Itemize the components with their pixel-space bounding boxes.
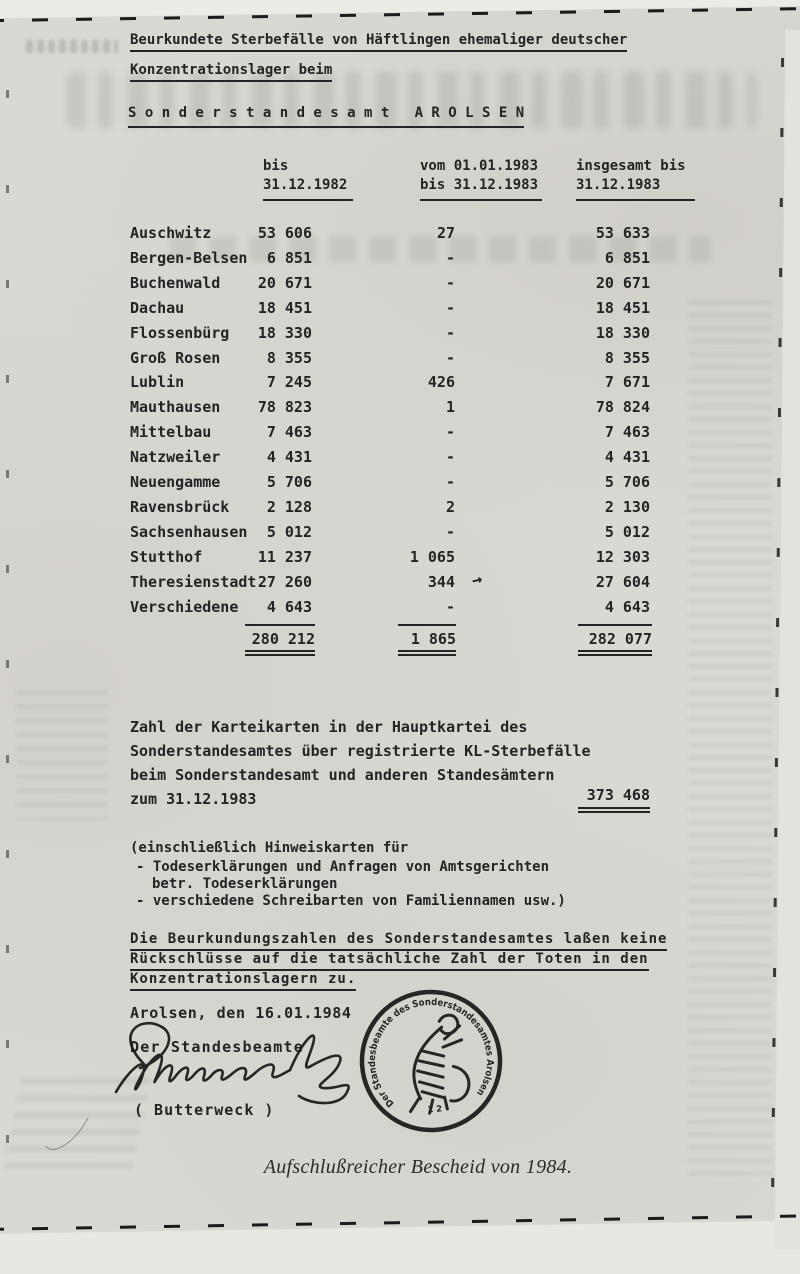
- camp-name: Theresienstadt: [130, 572, 257, 591]
- note-line3: betr. Todeserklärungen: [152, 876, 338, 892]
- camp-name: Ravensbrück: [130, 497, 230, 516]
- total-1983: 1 865: [398, 624, 456, 656]
- col-header-line: insgesamt bis: [576, 158, 686, 174]
- value-1983: -: [445, 423, 455, 442]
- value-insgesamt: 12 303: [595, 547, 650, 566]
- value-bis-1982: 53 606: [257, 224, 312, 242]
- note-line4: - verschiedene Schreibarten von Familiennamen usw.): [136, 893, 566, 909]
- table-row: [0, 568, 800, 593]
- camp-name: Mittelbau: [130, 423, 212, 442]
- table-row: [0, 349, 800, 369]
- statement-line1: Die Beurkundungszahlen des Sonderstandesamtes laßen keine: [130, 929, 667, 949]
- camp-name: Flossenbürg: [130, 323, 230, 342]
- official-stamp: [351, 981, 511, 1141]
- col-header-line: vom 01.01.1983: [420, 158, 539, 174]
- table-row: [0, 473, 800, 493]
- value-insgesamt: 18 330: [595, 323, 650, 342]
- value-bis-1982: 7 463: [266, 423, 312, 442]
- value-1983: 426: [427, 373, 455, 392]
- value-bis-1982: 20 671: [257, 273, 312, 292]
- table-row: [0, 448, 800, 468]
- kartei-line2: Sonderstandesamtes über registrierte KL-Sterbefälle: [130, 742, 591, 760]
- value-insgesamt: 5 706: [604, 473, 650, 491]
- camp-name: Stutthof: [130, 547, 203, 566]
- table-row: [0, 423, 800, 443]
- table-row: [0, 373, 800, 393]
- value-1983: 1 065: [409, 547, 455, 566]
- value-bis-1982: 18 451: [257, 298, 312, 317]
- camp-name: Verschiedene: [130, 597, 239, 616]
- camp-name: Sachsenhausen: [130, 522, 248, 541]
- col-header-line: 31.12.1983: [576, 177, 661, 193]
- value-1983: -: [445, 522, 455, 541]
- value-insgesamt: 20 671: [595, 273, 650, 292]
- place-date: Arolsen, den 16.01.1984: [130, 1004, 352, 1022]
- col-header-line: 31.12.1982: [263, 177, 348, 193]
- arrow-annotation: →: [470, 568, 485, 591]
- kartei-line3: beim Sonderstandesamt und anderen Standesämtern: [130, 766, 555, 784]
- value-bis-1982: 18 330: [257, 323, 312, 342]
- table-row: [0, 299, 800, 319]
- value-insgesamt: 7 463: [604, 423, 650, 442]
- value-1983: -: [445, 348, 455, 367]
- value-insgesamt: 27 604: [595, 572, 650, 591]
- value-insgesamt: 4 431: [604, 448, 650, 467]
- doc-title-line1: Beurkundete Sterbefälle von Häftlingen ehemaliger deutscher: [130, 30, 627, 50]
- photo-caption: Aufschlußreicher Bescheid von 1984.: [263, 1156, 573, 1178]
- col-header-line: bis: [263, 158, 289, 174]
- note-line1: (einschließlich Hinweiskarten für: [130, 840, 409, 856]
- value-1983: -: [445, 473, 455, 491]
- camp-name: Natzweiler: [130, 448, 221, 467]
- camp-name: Buchenwald: [130, 273, 221, 292]
- value-insgesamt: 4 643: [604, 597, 650, 616]
- value-1983: -: [445, 298, 455, 317]
- camp-name: Groß Rosen: [130, 348, 221, 367]
- statement-line3: Konzentrationslagern zu.: [130, 969, 356, 989]
- value-insgesamt: 8 355: [604, 348, 650, 367]
- kartei-line4: zum 31.12.1983: [130, 790, 257, 808]
- table-row: [0, 598, 800, 618]
- table-row: [0, 498, 800, 518]
- kartei-line1: Zahl der Karteikarten in der Hauptkartei des: [130, 718, 528, 736]
- value-bis-1982: 4 431: [266, 448, 312, 467]
- value-1983: -: [445, 323, 455, 342]
- value-insgesamt: 2 130: [604, 497, 650, 516]
- doc-title-office: S o n d e r s t a n d e s a m t A R O L S E N: [128, 103, 524, 123]
- camp-name: Bergen-Belsen: [130, 248, 248, 267]
- value-bis-1982: 78 823: [257, 398, 312, 417]
- value-1983: 344: [427, 572, 455, 591]
- table-row: [0, 548, 800, 568]
- value-1983: 27: [436, 224, 455, 242]
- statement-line2: Rückschlüsse auf die tatsächliche Zahl der Toten in den: [130, 949, 649, 969]
- table-row: [0, 324, 800, 344]
- total-overall: 282 077: [578, 624, 652, 656]
- value-bis-1982: 5 012: [266, 522, 312, 541]
- total-1982: 280 212: [245, 624, 315, 656]
- value-bis-1982: 5 706: [266, 473, 312, 491]
- value-1983: 2: [445, 497, 455, 516]
- signer-name: ( Butterweck ): [134, 1101, 275, 1119]
- table-row: [0, 398, 800, 418]
- value-bis-1982: 7 245: [266, 373, 312, 392]
- camp-name: Lublin: [130, 373, 185, 392]
- value-insgesamt: 53 633: [595, 224, 650, 242]
- camp-name: Auschwitz: [130, 224, 212, 242]
- table-row: [0, 523, 800, 543]
- value-1983: -: [445, 448, 455, 467]
- table-row: [0, 224, 800, 244]
- note-line2: - Todeserklärungen und Anfragen von Amtsgerichten: [136, 859, 550, 875]
- table-row: [0, 249, 800, 269]
- camp-name: Mauthausen: [130, 398, 221, 417]
- signature: [106, 1016, 396, 1112]
- kartei-total-value: 373 468: [578, 786, 650, 813]
- value-bis-1982: 6 851: [266, 248, 312, 267]
- value-1983: 1: [445, 398, 455, 417]
- doc-title-line2: Konzentrationslager beim: [130, 60, 332, 80]
- value-bis-1982: 2 128: [266, 497, 312, 516]
- value-insgesamt: 6 851: [604, 248, 650, 267]
- value-bis-1982: 4 643: [266, 597, 312, 616]
- value-insgesamt: 18 451: [595, 298, 650, 317]
- value-bis-1982: 27 260: [257, 572, 312, 591]
- value-bis-1982: 8 355: [266, 348, 312, 367]
- hessian-lion-icon: [404, 1014, 471, 1114]
- stamp-ring-text: Der Standesbeamte des Sonderstandesamtes Arolsen: [366, 996, 496, 1110]
- value-1983: -: [445, 248, 455, 267]
- table-row: [0, 274, 800, 294]
- camp-name: Dachau: [130, 298, 185, 317]
- value-insgesamt: 78 824: [595, 398, 650, 417]
- camp-name: Neuengamme: [130, 473, 221, 491]
- value-insgesamt: 7 671: [604, 373, 650, 392]
- value-insgesamt: 5 012: [604, 522, 650, 541]
- signer-title: Der Standesbeamte: [130, 1038, 304, 1056]
- value-1983: -: [445, 273, 455, 292]
- value-1983: -: [445, 597, 455, 616]
- stamp-center-mark: 1 2: [427, 1104, 443, 1116]
- value-bis-1982: 11 237: [257, 547, 312, 566]
- col-header-line: bis 31.12.1983: [420, 177, 539, 193]
